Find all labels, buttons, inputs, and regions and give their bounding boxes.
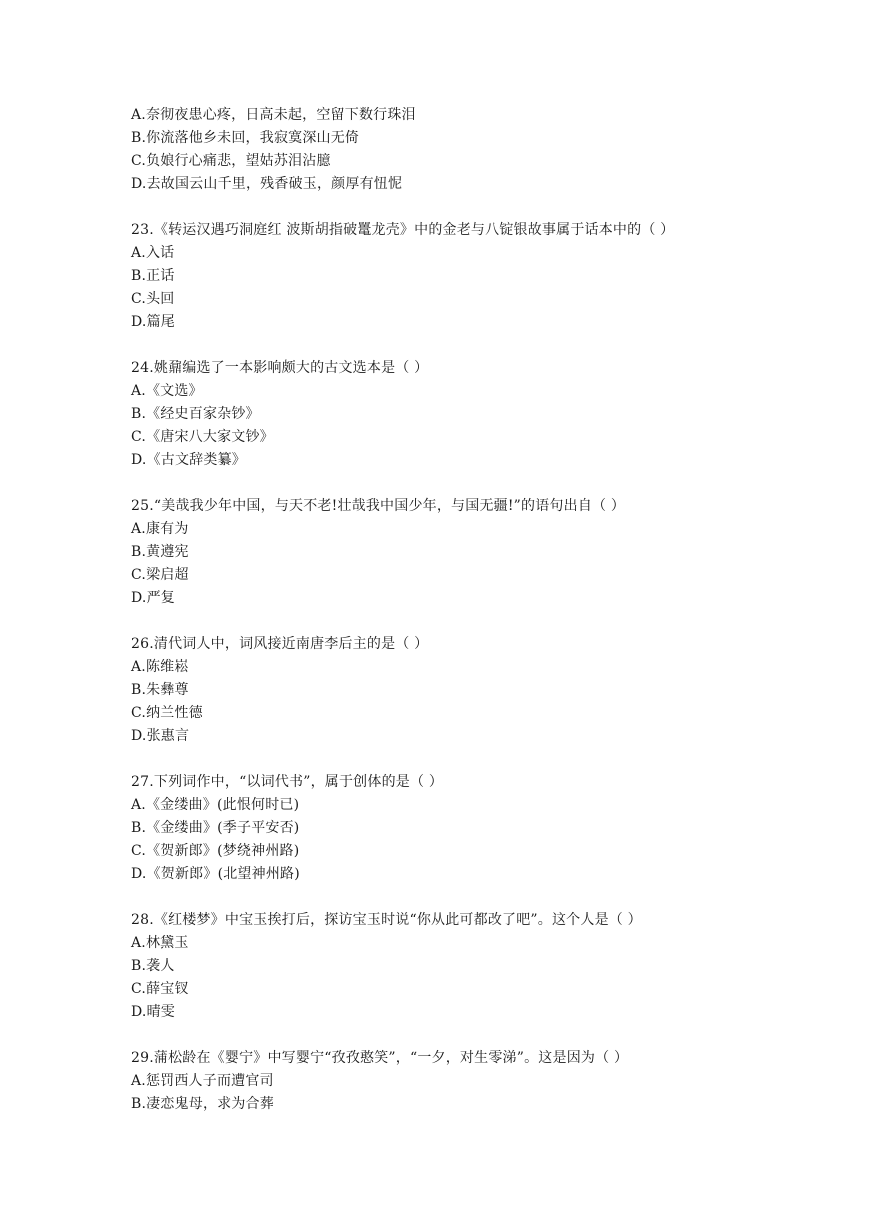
question-stem: 26.清代词人中，词风接近南唐李后主的是（ ） (131, 636, 429, 652)
option-a: A.陈维崧 (131, 659, 189, 675)
question-stem: 24.姚鼐编选了一本影响颇大的古文选本是（ ） (131, 360, 429, 376)
question-28 (131, 909, 831, 1024)
option-a: A.林黛玉 (131, 935, 189, 951)
option-d: D.张惠言 (131, 728, 190, 744)
option-a: A.入话 (131, 245, 175, 261)
question-stem: 29.蒲松龄在《婴宁》中写婴宁“孜孜憨笑”，“一夕，对生零涕”。这是因为（ ） (131, 1050, 629, 1066)
option-a: A.《文选》 (131, 383, 203, 399)
option-b: B.黄遵宪 (131, 544, 189, 560)
question-24 (131, 357, 831, 472)
option-d: D.晴雯 (131, 1004, 175, 1020)
document-page (131, 104, 831, 1139)
option-d: D.去故国云山千里，残香破玉，颜厚有忸怩 (131, 176, 403, 192)
option-c: C.纳兰性德 (131, 705, 203, 721)
question-29 (131, 1047, 831, 1116)
option-c: C.头回 (131, 291, 175, 307)
question-stem: 25.“美哉我少年中国，与天不老!壮哉我中国少年，与国无疆!”的语句出自（ ） (131, 498, 626, 514)
option-b: B.凄恋鬼母，求为合葬 (131, 1096, 274, 1112)
option-a: A.康有为 (131, 521, 189, 537)
option-b: B.朱彝尊 (131, 682, 189, 698)
question-26 (131, 633, 831, 748)
question-stem: 27.下列词作中，“以词代书”，属于创体的是（ ） (131, 774, 444, 790)
option-b: B.你流落他乡未回，我寂寞深山无倚 (131, 130, 360, 146)
option-d: D.《贺新郎》(北望神州路) (131, 866, 300, 882)
option-b: B.《金缕曲》(季子平安否) (131, 820, 300, 836)
option-c: C.《唐宋八大家文钞》 (131, 429, 274, 445)
option-c: C.负娘行心痛悲，望姑苏泪沾臆 (131, 153, 331, 169)
option-c: C.《贺新郎》(梦绕神州路) (131, 843, 300, 859)
option-a: A.《金缕曲》(此恨何时已) (131, 797, 300, 813)
option-a: A.奈彻夜患心疼，日高未起，空留下数行珠泪 (131, 107, 416, 123)
option-b: B.《经史百家杂钞》 (131, 406, 260, 422)
question-stem: 28.《红楼梦》中宝玉挨打后，探访宝玉时说“你从此可都改了吧”。这个人是（ ） (131, 912, 642, 928)
option-d: D.严复 (131, 590, 175, 606)
option-a: A.惩罚西人子而遭官司 (131, 1073, 274, 1089)
option-d: D.篇尾 (131, 314, 175, 330)
question-23 (131, 219, 831, 334)
option-c: C.薛宝钗 (131, 981, 189, 997)
option-b: B.袭人 (131, 958, 175, 974)
option-c: C.梁启超 (131, 567, 189, 583)
question-27 (131, 771, 831, 886)
question-22-continued (131, 104, 831, 196)
option-b: B.正话 (131, 268, 175, 284)
question-stem: 23.《转运汉遇巧洞庭红 波斯胡指破鼍龙壳》中的金老与八锭银故事属于话本中的（ ） (131, 222, 675, 238)
option-d: D.《古文辞类纂》 (131, 452, 246, 468)
question-25 (131, 495, 831, 610)
